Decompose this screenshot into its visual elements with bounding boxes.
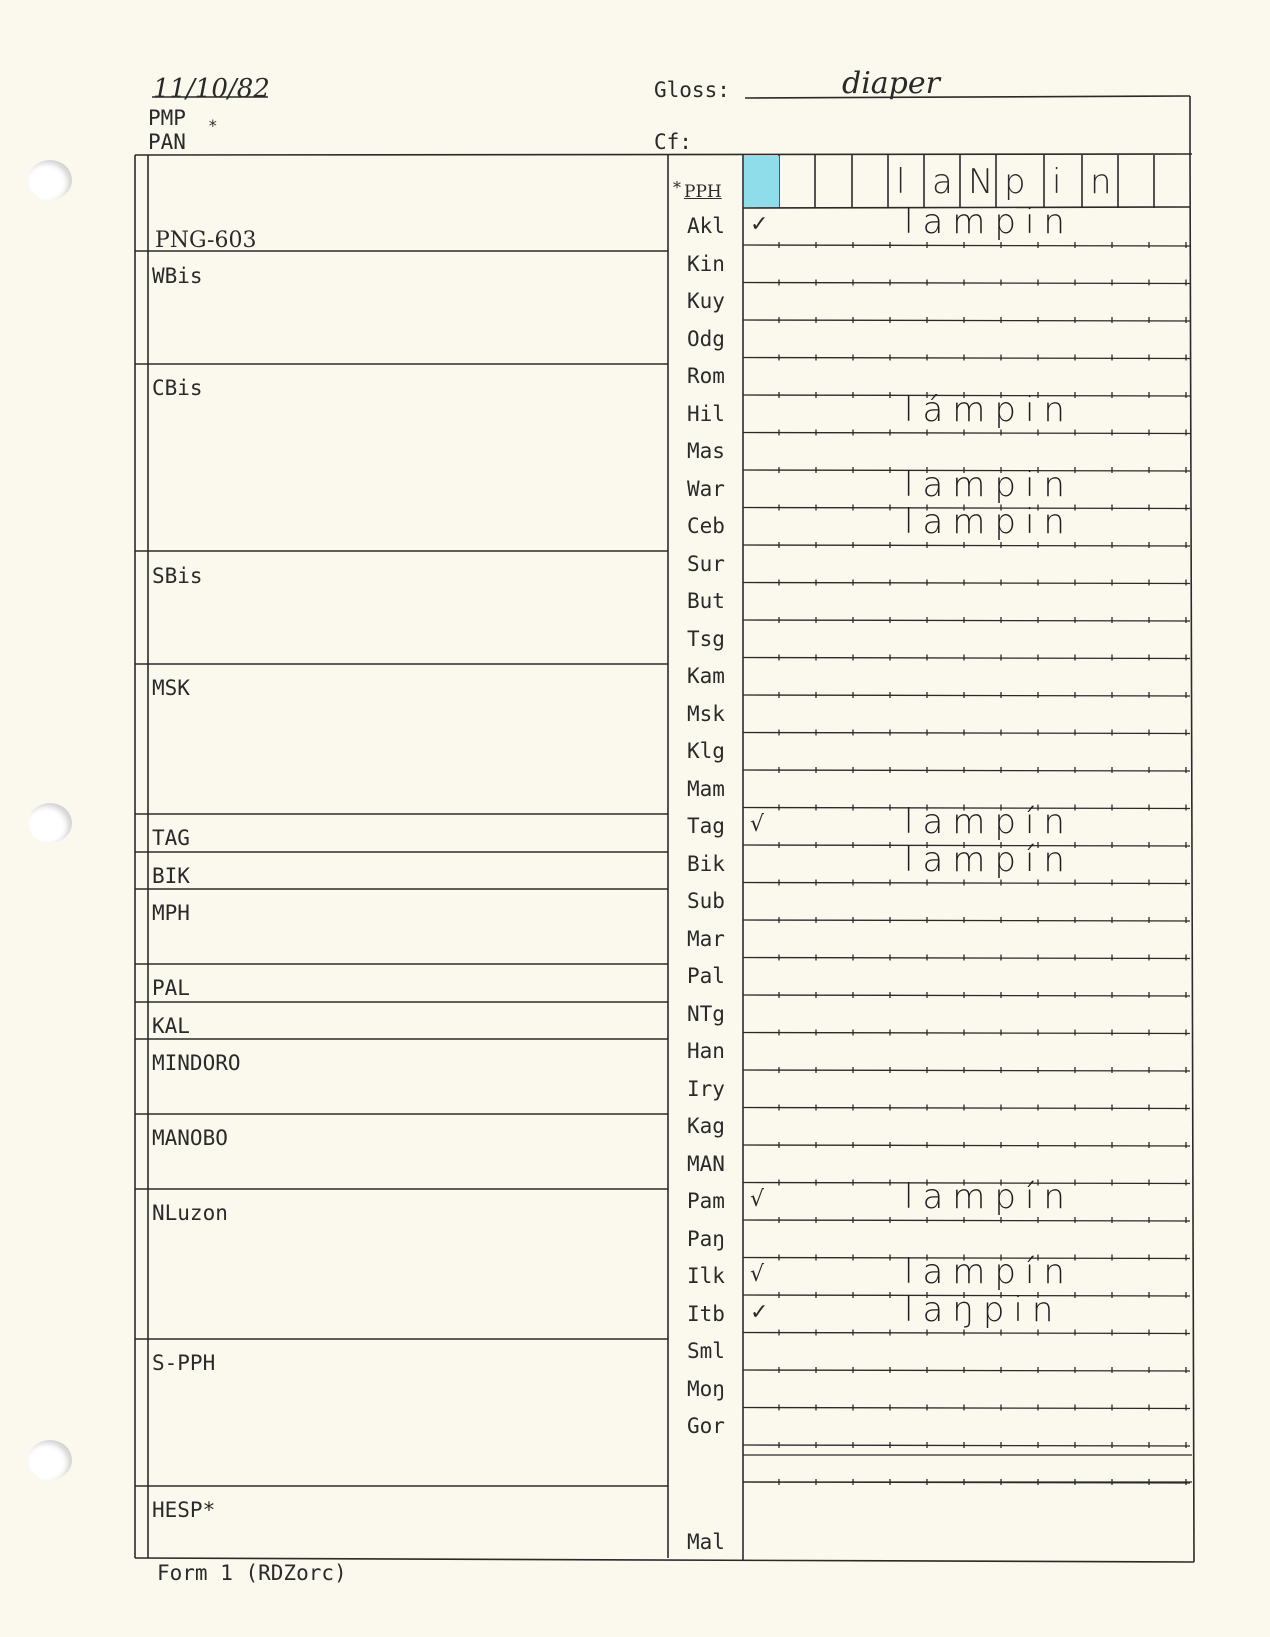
language-label-sub: Sub — [687, 889, 725, 913]
language-label-ceb: Ceb — [687, 514, 725, 538]
check-mark: ✓ — [750, 1299, 769, 1325]
language-label-mam: Mam — [687, 776, 725, 801]
pph-label: PPH — [684, 182, 722, 202]
pph-letter: N — [968, 162, 994, 202]
language-label-rom: Rom — [687, 364, 725, 388]
language-label-itb: Itb — [687, 1301, 725, 1326]
language-label-klg: Klg — [687, 739, 725, 763]
language-label-pam: Pam — [687, 1189, 725, 1213]
language-label-sur: Sur — [687, 551, 725, 576]
language-label-ilk: Ilk — [687, 1264, 725, 1288]
pan-label: PAN — [148, 130, 186, 154]
pph-letter: i — [1052, 162, 1062, 202]
subgroup-label-cbis: CBis — [152, 376, 203, 400]
subgroup-label-tag: TAG — [152, 826, 190, 850]
language-label-man: MAN — [687, 1151, 725, 1176]
png-number: PNG-603 — [155, 228, 257, 253]
reflex-form: laŋpin — [904, 1289, 1063, 1330]
language-label-iry: Iry — [687, 1076, 725, 1101]
check-mark: √ — [750, 812, 765, 837]
subgroup-label-kal: KAL — [152, 1014, 190, 1038]
language-label-ntg: NTg — [687, 1001, 725, 1026]
date: 11/10/82 — [153, 74, 270, 104]
language-label-but: But — [687, 589, 725, 613]
subgroup-label-wbis: WBis — [152, 264, 203, 288]
subgroup-label-hesp-: HESP* — [152, 1498, 216, 1522]
subgroup-label-pal: PAL — [152, 976, 190, 1000]
subgroup-label-mph: MPH — [152, 901, 190, 925]
reflex-form: lámpin — [904, 389, 1074, 430]
pmp-star: * — [208, 116, 218, 135]
gloss-value: diaper — [842, 66, 940, 101]
language-label-kam: Kam — [687, 664, 725, 688]
reflex-form: lampín — [904, 802, 1074, 842]
language-label-hil: Hil — [687, 401, 725, 426]
subgroup-label-msk: MSK — [152, 676, 190, 700]
language-label-mal: Mal — [687, 1530, 725, 1554]
subgroup-label-manobo: MANOBO — [152, 1126, 228, 1150]
subgroup-label-sbis: SBis — [152, 564, 203, 588]
form-footer: Form 1 (RDZorc) — [157, 1561, 347, 1585]
pph-letter: n — [1090, 162, 1112, 202]
pmp-label: PMP — [148, 106, 186, 130]
subgroup-label-mindoro: MINDORO — [152, 1051, 241, 1075]
language-label-mas: Mas — [687, 439, 725, 463]
check-mark: √ — [750, 1262, 765, 1287]
language-label-sml: Sml — [687, 1339, 725, 1363]
language-label-mo: Moŋ — [687, 1376, 725, 1401]
check-mark: ✓ — [750, 212, 769, 237]
reflex-form: lampin — [904, 464, 1074, 505]
language-label-tsg: Tsg — [687, 626, 725, 651]
pph-highlight-cell — [744, 156, 779, 207]
subgroup-label-s-pph: S-PPH — [152, 1351, 216, 1375]
cf-label: Cf: — [654, 130, 692, 154]
reflex-form: lampín — [904, 1252, 1074, 1292]
pph-letter: l — [896, 162, 906, 202]
reflex-form: lampin — [904, 502, 1074, 542]
check-mark: √ — [750, 1187, 765, 1212]
reflex-form: lampín — [904, 839, 1074, 880]
pph-letter: p — [1004, 162, 1026, 202]
reflex-form: lampin — [904, 202, 1074, 242]
language-label-akl: Akl — [687, 214, 725, 238]
language-label-msk: Msk — [687, 701, 725, 726]
language-label-pal: Pal — [687, 964, 725, 988]
language-label-mar: Mar — [687, 926, 725, 951]
language-label-kin: Kin — [687, 251, 725, 276]
subgroup-label-nluzon: NLuzon — [152, 1201, 228, 1225]
language-label-pa: Paŋ — [687, 1226, 725, 1251]
language-label-war: War — [687, 476, 725, 501]
language-label-tag: Tag — [687, 814, 725, 838]
reflex-form: lampín — [904, 1177, 1074, 1217]
pph-star: * — [673, 178, 681, 197]
language-label-han: Han — [687, 1039, 725, 1063]
language-label-gor: Gor — [687, 1414, 725, 1438]
gloss-label: Gloss: — [654, 78, 730, 102]
language-label-bik: Bik — [687, 851, 725, 876]
subgroup-label-bik: BIK — [152, 864, 190, 888]
language-label-kuy: Kuy — [687, 289, 725, 313]
language-label-kag: Kag — [687, 1114, 725, 1138]
pph-letter: a — [932, 162, 953, 202]
language-label-odg: Odg — [687, 326, 725, 351]
